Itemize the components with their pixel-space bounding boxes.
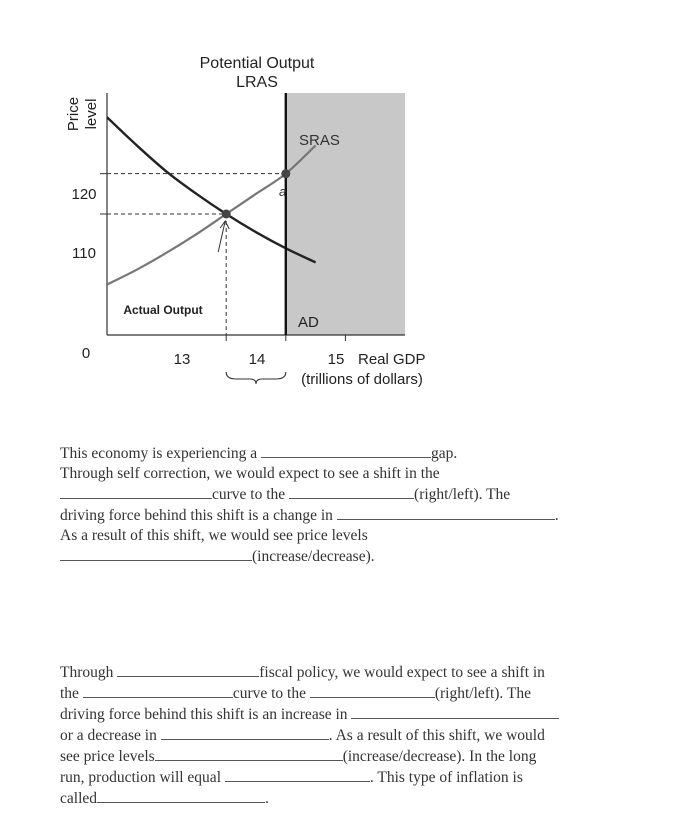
actual-output-label: Actual Output (123, 303, 203, 317)
q2-blank-inflation-type[interactable] (97, 788, 265, 803)
q2-text-4b: . As a result of this shift, we would (328, 727, 545, 744)
y-tick-label-120: 120 (71, 186, 97, 203)
q2-blank-curve[interactable] (83, 683, 233, 698)
q1-text-6: (increase/decrease). (252, 548, 375, 565)
question-1 (60, 443, 620, 567)
x-tick-label-15: 15 (327, 351, 345, 368)
q2-blank-increase-in[interactable] (351, 704, 559, 719)
equilibrium-point-actual (222, 210, 231, 219)
q2-blank-price-change[interactable] (155, 746, 343, 761)
q2-blank-production[interactable] (225, 767, 370, 782)
chart-title: Potential Output (199, 55, 315, 72)
question-2 (60, 662, 620, 809)
q2-text-7b: . (265, 790, 269, 807)
q1-blank-direction[interactable] (289, 484, 414, 499)
output-gap-brace (226, 372, 286, 384)
y-axis-label-price: Price (65, 96, 82, 132)
q2-text-6a: run, production will equal (60, 769, 221, 786)
q1-text-2: Through self correction, we would expect to see a shift in the (60, 465, 440, 482)
sras-curve (107, 145, 316, 284)
q2-text-5a: see price levels (60, 748, 155, 765)
point-a-label: a (279, 184, 287, 199)
x-axis-sublabel: (trillions of dollars) (301, 371, 423, 388)
q1-text-3b: (right/left). The (414, 486, 511, 503)
q1-text-5: As a result of this shift, we would see price levels (60, 527, 368, 544)
q2-text-2b: curve to the (232, 685, 306, 702)
q2-text-1b: fiscal policy, we would expect to see a shift in (259, 664, 545, 681)
q1-blank-price-change[interactable] (60, 546, 252, 561)
ad-label: AD (298, 314, 319, 331)
q1-blank-curve[interactable] (60, 484, 212, 499)
q2-text-1a: Through (60, 664, 114, 681)
q1-blank-driving-force[interactable] (337, 505, 555, 520)
shaded-inflationary-region (286, 93, 405, 335)
q2-text-2c: (right/left). The (434, 685, 531, 702)
sras-label: SRAS (299, 132, 340, 149)
chart-title-lras: LRAS (236, 74, 278, 91)
q2-text-5b: (increase/decrease). In the long (342, 748, 537, 765)
q2-text-3: driving force behind this shift is an increase in (60, 706, 348, 723)
q1-text-3a: curve to the (212, 486, 286, 503)
y-axis-label-level: level (83, 98, 100, 130)
q2-blank-decrease-in[interactable] (161, 725, 329, 740)
q2-text-7a: called (60, 790, 98, 807)
q1-text-4a: driving force behind this shift is a change in (60, 507, 333, 524)
x-axis-label: Real GDP (358, 351, 426, 368)
q1-text-1b: gap. (431, 445, 458, 462)
q2-blank-direction[interactable] (310, 683, 435, 698)
q2-text-4a: or a decrease in (60, 727, 157, 744)
point-a (281, 169, 290, 178)
q1-blank-gap-type[interactable] (261, 443, 431, 458)
q2-text-2a: the (60, 685, 79, 702)
q2-text-6b: . This type of inflation is (369, 769, 523, 786)
x-tick-label-14: 14 (248, 351, 266, 368)
q1-text-1a: This economy is experiencing a (60, 445, 258, 462)
y-tick-label-110: 110 (72, 245, 96, 262)
q2-blank-policy-type[interactable] (117, 662, 259, 677)
origin-label: 0 (81, 345, 91, 362)
q1-text-4b: . (554, 507, 559, 524)
x-tick-label-13: 13 (173, 351, 191, 368)
